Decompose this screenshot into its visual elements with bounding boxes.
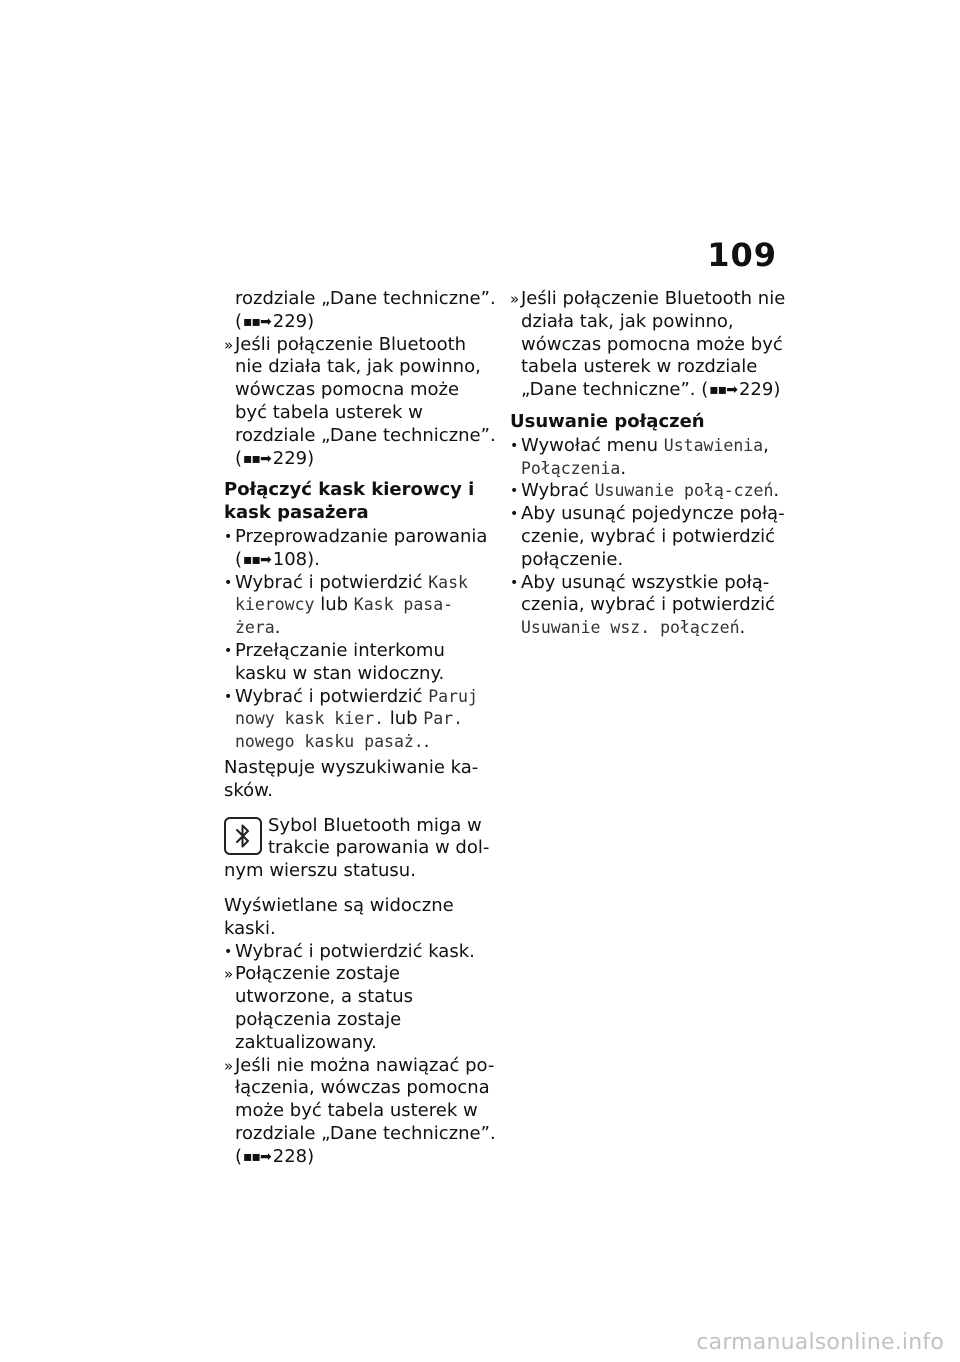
result-item: » Połączenie zostaje utworzone, a status połączenia zostaje zaktualizowany. (224, 963, 414, 1053)
list-item: • Przeprowadzanie parowania (▪▪➡ 108). (224, 525, 488, 570)
menu-option-text: Kask kierowcy (235, 572, 468, 615)
right-column (510, 288, 788, 640)
menu-option-text: Usuwanie połą-czeń (594, 481, 774, 501)
list-item: • Wybrać Usuwanie połą-czeń. (510, 480, 780, 502)
bluetooth-icon (224, 817, 262, 855)
left-column (224, 288, 496, 1168)
menu-option-text: Par. nowego kasku pasaż. (235, 709, 464, 752)
page-reference[interactable]: ▪▪➡ 108). (243, 548, 320, 570)
watermark: carmanualsonline.info (696, 1330, 944, 1355)
bluetooth-note: Sybol Bluetooth miga w trakcie parowania w dol-nym wierszu statusu. (224, 814, 490, 882)
menu-option-text: Ustawienia (663, 435, 764, 455)
list-item: • Wybrać i potwierdzić Paruj nowy kask kier. lub Par. nowego kasku pasaż.. (224, 685, 478, 753)
page-reference[interactable]: (▪▪➡ 229) (235, 310, 315, 332)
reference-arrow-icon: ▪▪➡ (243, 313, 271, 330)
page-number: 109 (707, 236, 777, 274)
list-item: • Wybrać i potwierdzić Kask kierowcy lub Kask pasa-żera. (224, 571, 468, 639)
reference-arrow-icon: ▪▪➡ (243, 450, 271, 467)
menu-option-text: Kask pasa-żera (235, 595, 454, 638)
result-item: » Jeśli połączenie Bluetooth nie działa tak, jak powinno, wówczas pomocna może być tabela usterek w rozdziale „Dane techniczne”. (▪▪➡ 229) (510, 288, 786, 401)
reference-arrow-icon: ▪▪➡ (243, 1148, 271, 1165)
section-heading: Połączyć kask kierowcy i kask pasażera (224, 479, 475, 524)
list-item: • Wywołać menu Ustawienia, Połączenia. (510, 434, 769, 479)
menu-option-text: Paruj nowy kask kier. (235, 686, 478, 729)
reference-arrow-icon: ▪▪➡ (243, 551, 271, 568)
continued-text: rozdziale „Dane techniczne”. (▪▪➡ 229) (235, 288, 496, 332)
page-reference[interactable]: ▪▪➡ 229) (243, 447, 315, 469)
menu-option-text: Usuwanie wsz. połączeń (521, 618, 740, 638)
page-reference[interactable]: ▪▪➡ 228) (243, 1145, 315, 1167)
section-heading: Usuwanie połączeń (510, 410, 705, 432)
paragraph: Następuje wyszukiwanie ka-sków. (224, 756, 479, 801)
list-item: • Aby usunąć pojedyncze połą-czenie, wybrać i potwierdzić połączenie. (510, 503, 785, 570)
result-item: » Jeśli nie można nawiązać po-łączenia, wówczas pomocna może być tabela usterek w rozdziale „Dane techniczne”. (▪▪➡ 228) (224, 1054, 496, 1167)
result-item: » Jeśli połączenie Bluetooth nie działa tak, jak powinno, wówczas pomocna może być tabela usterek w rozdziale „Dane techniczne”. (▪▪➡ 229) (224, 333, 496, 469)
paragraph: Wyświetlane są widoczne kaski. (224, 894, 454, 939)
list-item: • Aby usunąć wszystkie połą-czenia, wybrać i potwierdzić Usuwanie wsz. połączeń. (510, 571, 776, 639)
menu-option-text: Połączenia (521, 458, 621, 478)
page-reference[interactable]: ▪▪➡ 229) (709, 379, 781, 401)
list-item: • Wybrać i potwierdzić kask. (224, 940, 475, 962)
list-item: • Przełączanie interkomu kasku w stan widoczny. (224, 639, 445, 684)
reference-arrow-icon: ▪▪➡ (709, 382, 737, 399)
